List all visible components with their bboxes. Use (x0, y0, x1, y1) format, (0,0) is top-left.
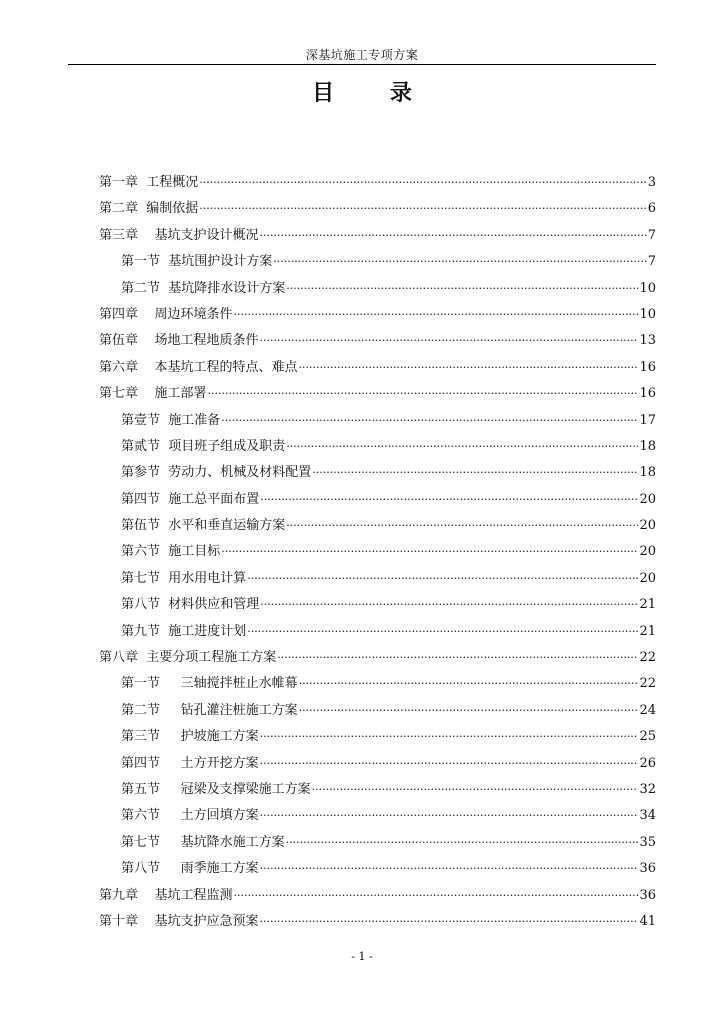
toc-entry-title: 第伍章 场地工程地质条件 (99, 333, 259, 349)
toc-section-entry[interactable] (99, 540, 656, 566)
toc-dot-leader (234, 308, 639, 321)
toc-dot-leader (273, 255, 646, 268)
toc-section-entry[interactable] (99, 250, 656, 276)
toc-entry-title: 第四节 施工总平面布置 (121, 491, 260, 507)
toc-dot-leader (312, 783, 639, 796)
toc-chapter-entry[interactable] (99, 884, 656, 910)
toc-page-number: 22 (639, 650, 656, 666)
toc-entry-title: 第参节 劳动力、机械及材料配置 (121, 465, 312, 481)
toc-dot-leader (208, 387, 639, 400)
toc-dot-leader (221, 414, 638, 427)
toc-dot-leader (260, 229, 647, 242)
toc-dot-leader (260, 730, 639, 743)
toc-entry-title: 第七节 基坑降水施工方案 (121, 834, 285, 850)
toc-page-number: 32 (639, 781, 656, 797)
toc-entry-title: 第八节 材料供应和管理 (121, 597, 260, 613)
toc-entry-title: 第八节 雨季施工方案 (121, 861, 259, 877)
toc-entry-title: 第六章 本基坑工程的特点、难点 (99, 359, 298, 375)
toc-section-entry[interactable] (99, 857, 656, 883)
toc-entry-title: 第一章 工程概况 (99, 175, 199, 190)
toc-page-number: 7 (647, 227, 656, 243)
toc-section-entry[interactable] (99, 778, 656, 804)
toc-page-number: 20 (639, 570, 656, 586)
toc-page-number: 18 (639, 465, 656, 481)
toc-page-number: 20 (639, 544, 656, 560)
page-number: - 1 - (351, 950, 373, 963)
toc-section-entry[interactable] (99, 409, 656, 435)
toc-page-number: 34 (639, 808, 656, 824)
toc-page-number: 3 (647, 175, 656, 190)
toc-entry-title: 第四节 土方开挖方案 (121, 755, 259, 771)
toc-dot-leader (286, 519, 638, 532)
toc-chapter-entry[interactable] (99, 382, 656, 408)
toc-section-entry[interactable] (99, 593, 656, 619)
toc-page-number: 41 (639, 913, 656, 929)
table-of-contents (99, 171, 656, 936)
toc-dot-leader (199, 202, 646, 215)
toc-page-number: 16 (639, 386, 656, 402)
toc-entry-title: 第贰节 项目班子组成及职责 (121, 438, 286, 454)
toc-page-number: 20 (639, 518, 656, 534)
toc-page-number: 10 (639, 306, 656, 322)
toc-page-number: 13 (639, 333, 656, 349)
toc-page-number: 24 (639, 702, 656, 718)
toc-page-number: 21 (639, 623, 656, 639)
toc-entry-title: 第一节 三轴搅拌桩止水帷幕 (121, 676, 298, 692)
toc-dot-leader (299, 361, 639, 374)
toc-dot-leader (234, 889, 639, 902)
toc-dot-leader (199, 176, 646, 189)
toc-dot-leader (286, 282, 638, 295)
toc-section-entry[interactable] (99, 620, 656, 646)
toc-dot-leader (247, 625, 638, 638)
toc-entry-title: 第四章 周边环境条件 (99, 306, 233, 322)
toc-entry-title: 第一节 基坑围护设计方案 (121, 254, 273, 270)
toc-page-number: 26 (639, 755, 656, 771)
toc-page-number: 7 (647, 254, 656, 270)
toc-page-number: 22 (639, 676, 656, 692)
toc-page-number: 6 (647, 201, 656, 217)
toc-entry-title: 第壹节 施工准备 (121, 412, 221, 428)
toc-dot-leader (221, 545, 638, 558)
toc-section-entry[interactable] (99, 804, 656, 830)
toc-chapter-entry[interactable] (99, 197, 656, 223)
toc-entry-title: 第十章 基坑支护应急预案 (99, 913, 259, 929)
toc-page-number: 36 (639, 887, 656, 903)
header-divider (68, 64, 656, 65)
page-header: 深基坑施工专项方案 (305, 48, 419, 62)
toc-dot-leader (260, 915, 639, 928)
toc-dot-leader (299, 704, 639, 717)
toc-dot-leader (260, 757, 639, 770)
toc-page-number: 17 (639, 412, 656, 428)
toc-dot-leader (312, 466, 638, 479)
toc-page-number: 36 (639, 861, 656, 877)
toc-dot-leader (299, 677, 639, 690)
toc-entry-title: 第七章 施工部署 (99, 386, 207, 402)
toc-section-entry[interactable] (99, 514, 656, 540)
toc-dot-leader (260, 862, 639, 875)
toc-dot-leader (260, 493, 638, 506)
toc-section-entry[interactable] (99, 488, 656, 514)
toc-entry-title: 第伍节 水平和垂直运输方案 (121, 518, 286, 534)
toc-entry-title: 第七节 用水用电计算 (121, 570, 247, 586)
toc-entry-title: 第二章 编制依据 (99, 201, 199, 217)
toc-dot-leader (260, 598, 638, 611)
toc-entry-title: 第六节 施工目标 (121, 544, 221, 560)
toc-entry-title: 第八章 主要分项工程施工方案 (99, 650, 277, 666)
toc-entry-title: 第九节 施工进度计划 (121, 623, 247, 639)
toc-page-number: 25 (639, 729, 656, 745)
toc-page-number: 35 (639, 834, 656, 850)
toc-page-number: 16 (639, 359, 656, 375)
toc-chapter-entry[interactable] (99, 910, 656, 936)
toc-chapter-entry[interactable] (99, 224, 656, 250)
toc-page-number: 20 (639, 491, 656, 507)
toc-entry-title: 第二节 基坑降排水设计方案 (121, 280, 286, 296)
toc-section-entry[interactable] (99, 435, 656, 461)
toc-section-entry[interactable] (99, 831, 656, 857)
toc-section-entry[interactable] (99, 725, 656, 751)
toc-entry-title: 第六节 土方回填方案 (121, 808, 259, 824)
toc-chapter-entry[interactable] (99, 329, 656, 355)
toc-page-number: 18 (639, 438, 656, 454)
toc-chapter-entry[interactable] (99, 171, 656, 197)
toc-entry-title: 第二节 钻孔灌注桩施工方案 (121, 702, 298, 718)
toc-page-number: 10 (639, 280, 656, 296)
toc-dot-leader (286, 440, 638, 453)
toc-entry-title: 第三章 基坑支护设计概况 (99, 227, 259, 243)
toc-page-number: 21 (639, 597, 656, 613)
page-title: 目 录 (312, 80, 436, 106)
toc-section-entry[interactable] (99, 277, 656, 303)
toc-chapter-entry[interactable] (99, 646, 656, 672)
toc-section-entry[interactable] (99, 699, 656, 725)
toc-entry-title: 第五节 冠梁及支撑梁施工方案 (121, 781, 311, 797)
toc-entry-title: 第九章 基坑工程监测 (99, 887, 233, 903)
toc-section-entry[interactable] (99, 672, 656, 698)
toc-section-entry[interactable] (99, 567, 656, 593)
toc-entry-title: 第三节 护坡施工方案 (121, 729, 259, 745)
toc-chapter-entry[interactable] (99, 303, 656, 329)
toc-dot-leader (286, 836, 639, 849)
toc-dot-leader (260, 809, 639, 822)
toc-dot-leader (247, 572, 638, 585)
toc-section-entry[interactable] (99, 752, 656, 778)
toc-dot-leader (277, 651, 638, 664)
toc-dot-leader (260, 334, 639, 347)
toc-chapter-entry[interactable] (99, 356, 656, 382)
toc-section-entry[interactable] (99, 461, 656, 487)
